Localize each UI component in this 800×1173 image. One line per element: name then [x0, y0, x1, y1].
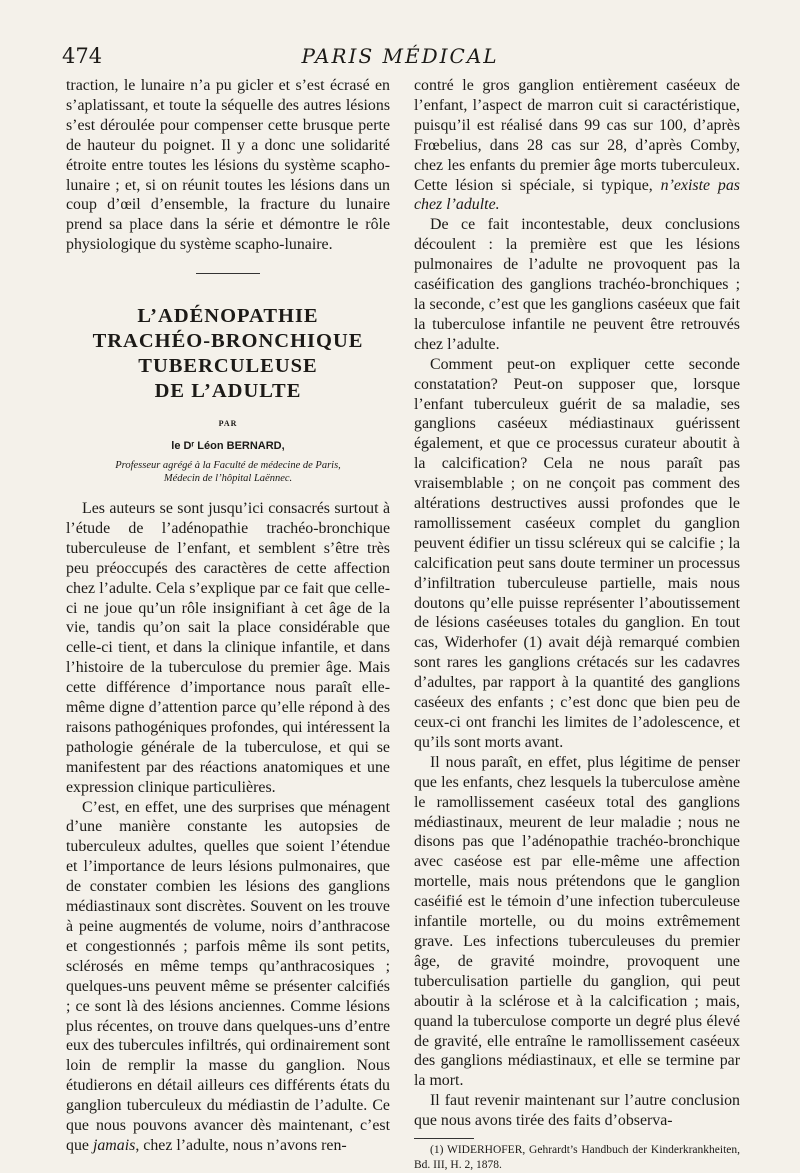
emphasis-text: jamais	[92, 1136, 136, 1154]
article-title-line: TUBERCULEUSE	[138, 355, 318, 378]
footnote: (1) WIDERHOFER, Gehrardt’s Handbuch der Kinderkrankheiten, Bd. III, H. 2, 1878.	[414, 1144, 740, 1172]
body-paragraph: Les auteurs se sont jusqu’ici consacrés surtout à l’étude de l’adénopathie trachéo-bronchique tuberculeuse de l’enfant, et semblent s’être très peu préoccupés des caractères de cette affection chez l’adulte. Cela s’explique par ce fait que celle-ci ne joue qu’un rôle insignifiant à cet âge de la vie, tandis qu’on sait la place considérable que celle-ci tient, et dans la clinique infantile, et dans l’histoire de la tuberculose du premier âge. Mais cette différence d’importance nous paraît elle-même digne d’attention parce qu’elle répond à des raisons pathogéniques profondes, qui intéressent la pathologie générale de la tuberculose, et qui se manifestent par des réactions anatomiques et une expression clinique particulières.	[66, 499, 390, 796]
byline	[66, 414, 390, 485]
article-title-line: TRACHÉO-BRONCHIQUE	[92, 330, 364, 353]
article-title-line: L’ADÉNOPATHIE	[137, 305, 319, 328]
article-title	[66, 304, 390, 404]
body-paragraph	[414, 76, 740, 215]
emphasis-text: n’existe pas chez l’adulte.	[414, 176, 740, 214]
body-paragraph: De ce fait incontestable, deux conclusions découlent : la première est que les lésions pulmonaires de l’adulte ne provoquent pas la caséification des ganglions trachéo-bronchiques ; la seconde, c’est que les ganglions caséeux que fait la tuberculose infantile ne peuvent être retrouvés chez l’adulte.	[414, 216, 740, 353]
page-number: 474	[62, 44, 103, 68]
body-paragraph	[66, 798, 390, 1156]
right-column	[414, 76, 740, 1173]
page-header	[62, 44, 738, 74]
paragraph-text: , chez l’adulte, nous n’avons ren-	[135, 1136, 347, 1154]
body-paragraph: Il faut revenir maintenant sur l’autre conclusion que nous avons tirée des faits d’observa-	[414, 1092, 740, 1130]
paragraph-text: C’est, en effet, une des surprises que ménagent d’une manière constante les autopsies de tuberculeux adultes, quelles que soient l’étendue et l’importance de leurs lésions pulmonaires, que de constater combien les lésions des ganglions médiastinaux sont discrètes. Souvent on les trouve à peine augmentés de volume, noirs d’anthracose et congestionnés ; parfois même ils sont petits, sclérosés en même temps qu’anthracosiques ; quelques-uns peuvent même se présenter calcifiés ; ce sont là des lésions anciennes. Comme lésions plus récentes, on trouve dans quelques-uns d’entre eux des tubercules infiltrés, qui ordinairement sont loin de remplir la masse du ganglion. Nous étudierons en détail ailleurs ces différents états du ganglion tuberculeux du médiastin de l’adulte. Ce que nous pouvons avancer dès maintenant, c’est que	[66, 798, 390, 1154]
article-title-line: DE L’ADULTE	[154, 380, 302, 403]
continuation-paragraph: traction, le lunaire n’a pu gicler et s’est écrasé en s’aplatissant, et toute la séquelle des autres lésions s’est déroulée pour compenser cette brusque perte de hauteur du poignet. Il y a donc une solidarité étroite entre toutes les lésions du système scapho-lunaire ; et, si on réunit toutes les lésions dans un coup d’œil d’ensemble, la fracture du lunaire prend sa place dans la série et démontre le rôle physiologique du système scapho-lunaire.	[66, 77, 390, 254]
footnote-divider	[414, 1138, 474, 1139]
body-paragraph: Comment peut-on expliquer cette seconde constatation? Peut-on supposer que, lorsque l’enfant tuberculeux guérit de sa maladie, ses ganglions caséeux médiastinaux guérissent également, et que ce processus curateur aboutit à la calcification? Cela ne nous paraît pas vraisemblable ; on ne conçoit pas comment des altérations destructives aussi profondes que le ramollissement caséeux complet du ganglion peuvent édifier un tissu scléreux qui se calcifie ; la calcification peut sans doute terminer un processus d’infiltration tuberculeuse partielle, mais nous doutons qu’elle puisse représenter l’aboutissement de lésions caséeuses totales du ganglion. En tout cas, Widerhofer (1) avait déjà remarqué combien sont rares les ganglions crétacés sur les cadavres d’adultes, par rapport à la quantité des ganglions caséeux des enfants ; c’est donc que bien peu de ceux-ci ont franchi les limites de l’adolescence, et qu’ils sont morts avant.	[414, 355, 740, 751]
byline-author: le Dʳ Léon BERNARD,	[171, 440, 285, 453]
byline-affiliation: Médecin de l’hôpital Laënnec.	[163, 472, 293, 484]
running-title: PARIS MÉDICAL	[301, 44, 499, 68]
left-column	[66, 76, 390, 1156]
body-paragraph: Il nous paraît, en effet, plus légitime de penser que les enfants, chez lesquels la tuberculose amène le ramollissement caséeux total des ganglions médiastinaux, meurent de leur maladie ; nous ne disons pas que l’adénopathie trachéo-bronchique avec caséose est par elle-même une affection mortelle, mais nous prétendons que le ganglion caséifié est le témoin d’une infection tuberculeuse infantile mortelle, ou du moins extrêmement grave. Les infections tuberculeuses du premier âge, de gravité moindre, provoquent une tuberculisation partielle du ganglion, qui peut aboutir à la sclérose et à la calcification ; mais, quand la tuberculose comporte un degré plus élevé de gravité, elle entraîne le ramollissement caséeux des ganglions médiastinaux, et elle se termine par la mort.	[414, 753, 740, 1090]
section-divider	[196, 273, 260, 274]
byline-affiliation: Professeur agrégé à la Faculté de médecine de Paris,	[115, 459, 341, 471]
paragraph-text: contré le gros ganglion entièrement caséeux de l’enfant, l’aspect de marron cuit si caractéristique, puisqu’il est réalisé dans 99 cas sur 100, d’après Frœbelius, dans 28 cas sur 28, d’après Comby, chez les enfants du premier âge morts tuberculeux. Cette lésion si spéciale, si typique,	[414, 77, 740, 194]
byline-par: PAR	[218, 419, 238, 429]
